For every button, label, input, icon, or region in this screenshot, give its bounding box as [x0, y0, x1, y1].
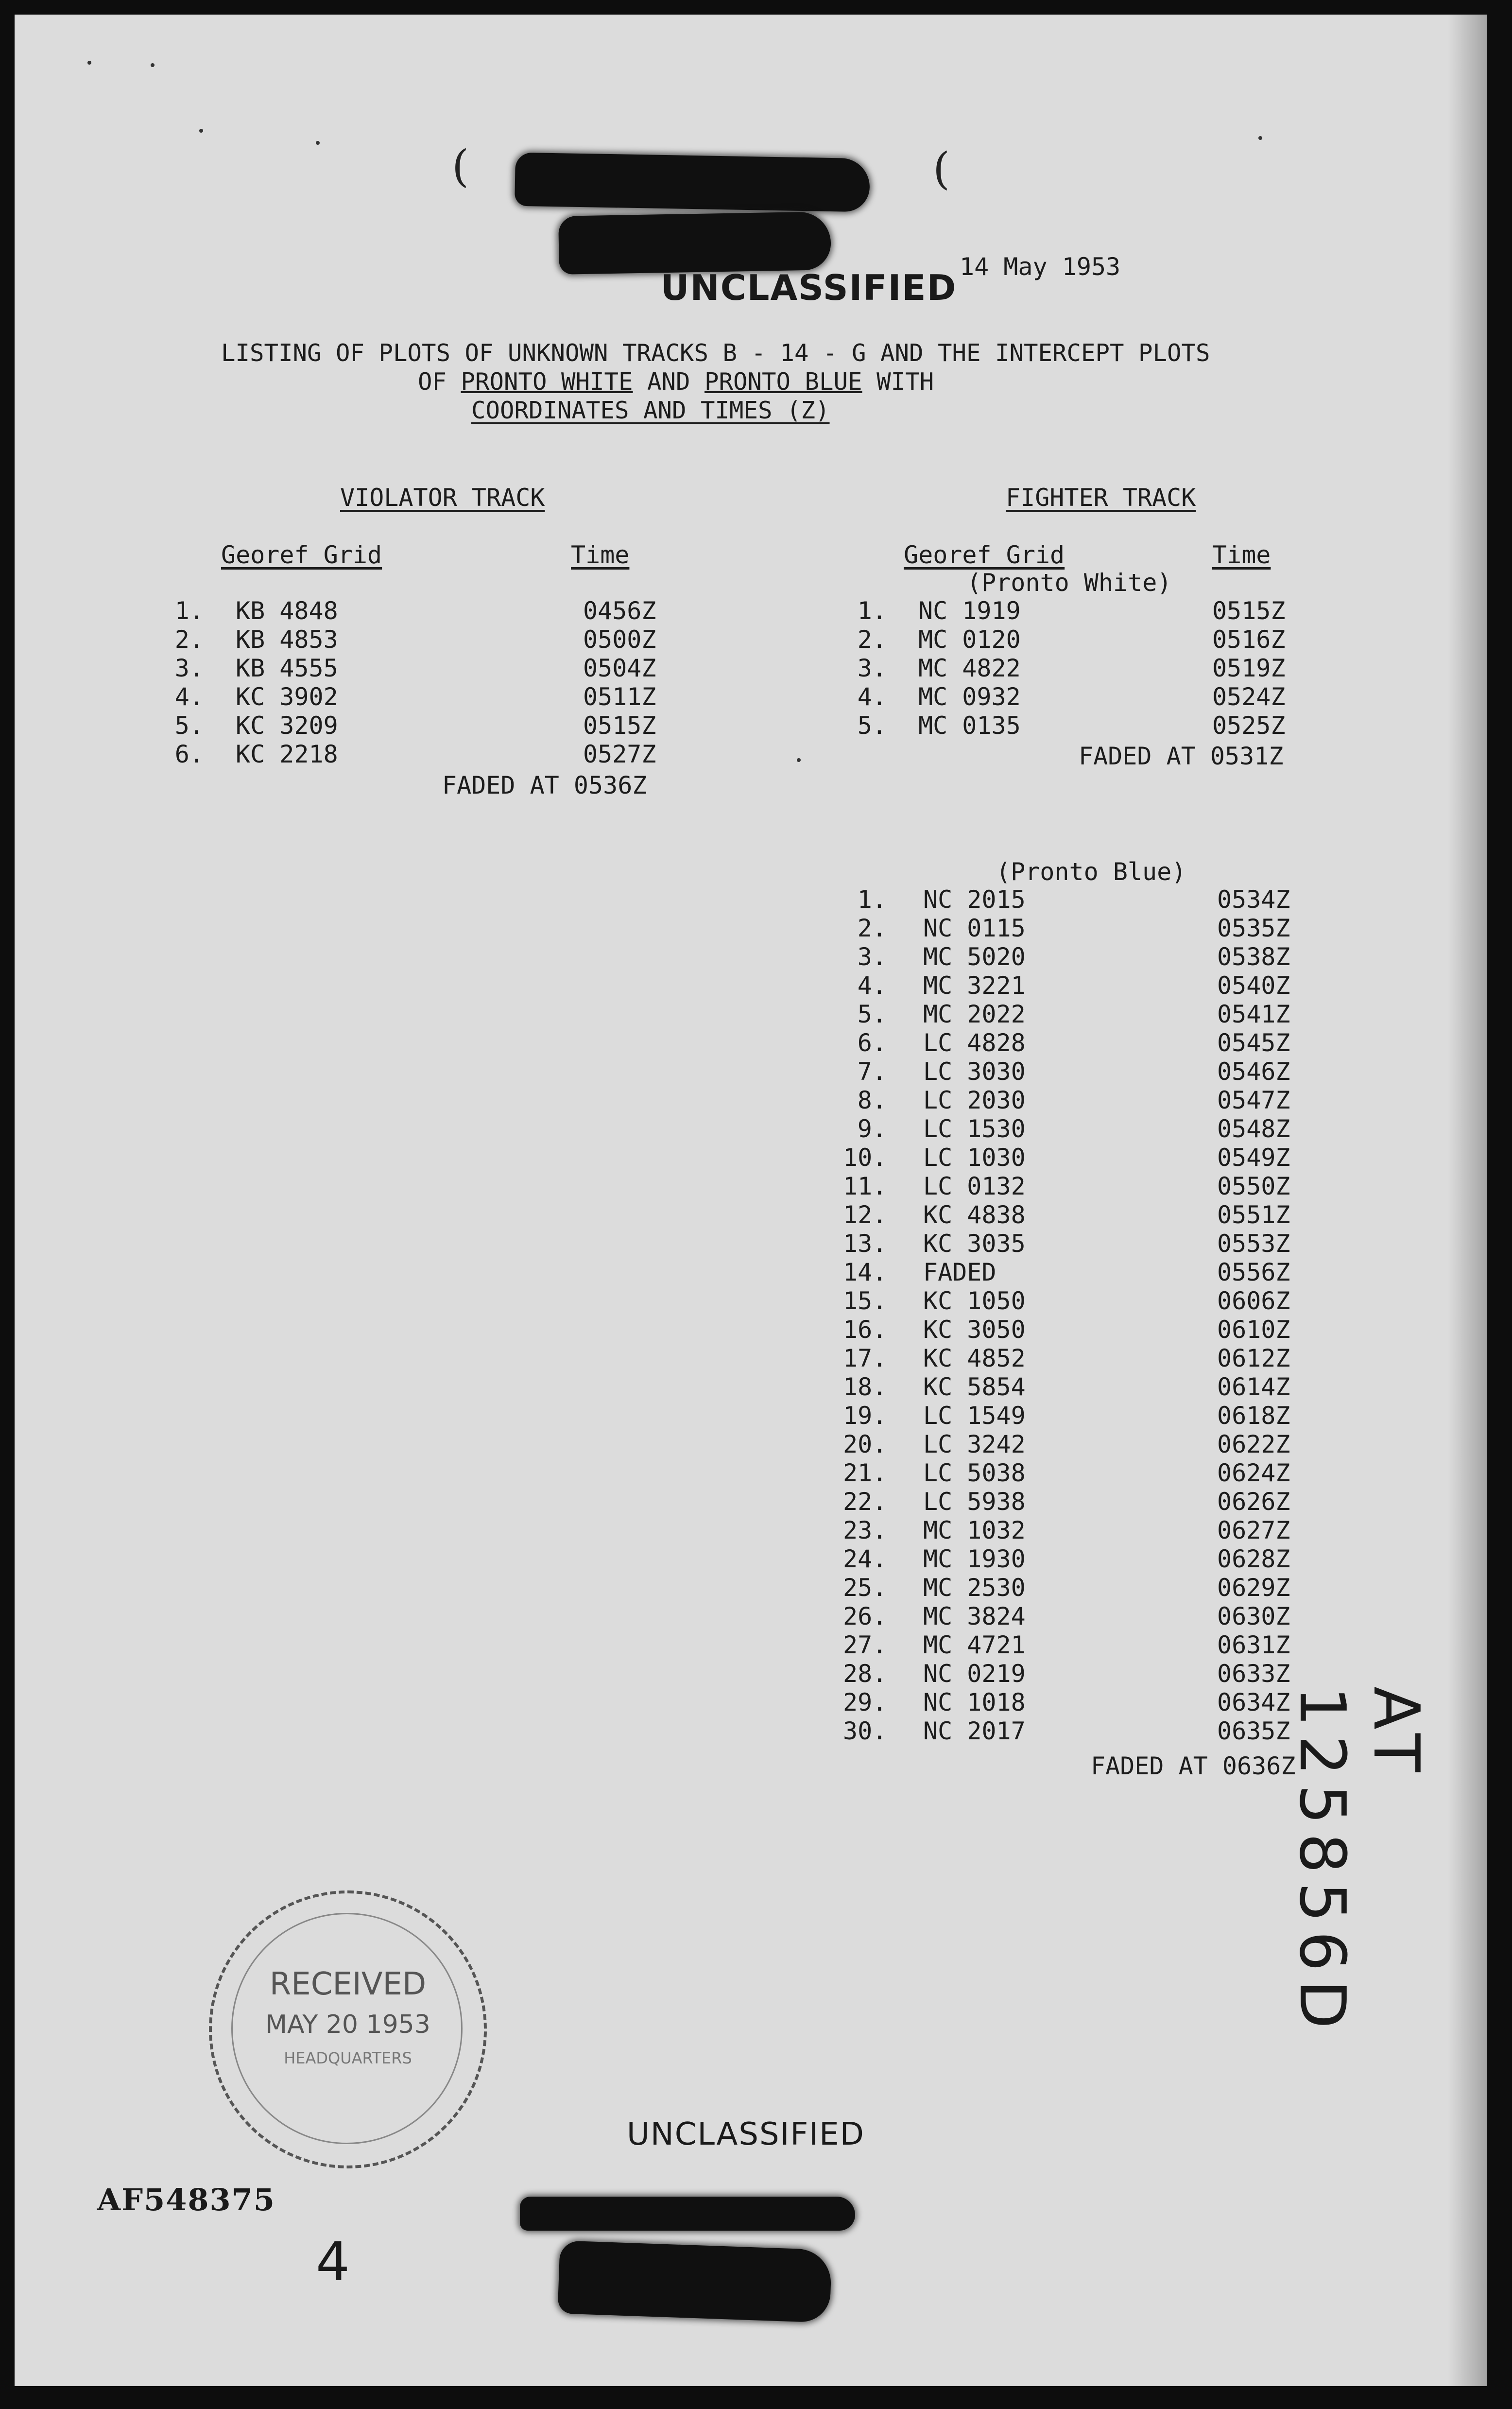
- row-number: 30.: [843, 1717, 887, 1745]
- row-number: 2.: [857, 625, 887, 654]
- redaction-bar: [558, 2240, 832, 2322]
- time-value: 0515Z: [1212, 597, 1286, 625]
- row-number: 28.: [843, 1660, 887, 1688]
- list-item: [843, 1000, 1334, 1029]
- time-value: 0549Z: [1217, 1144, 1290, 1172]
- time-value: 0628Z: [1217, 1545, 1290, 1573]
- pronto-blue-list: [843, 885, 1334, 1746]
- list-item: [843, 1144, 1334, 1172]
- row-number: 20.: [843, 1430, 887, 1458]
- time-value: 0545Z: [1217, 1029, 1290, 1057]
- title-line-3: COORDINATES AND TIMES (Z): [471, 397, 830, 424]
- left-parenthesis: (: [452, 141, 469, 192]
- georef-grid-value: LC 1030: [923, 1144, 1026, 1172]
- list-item: [843, 1287, 1334, 1316]
- fighter-col-time: Time: [1212, 541, 1271, 569]
- georef-grid-value: MC 0932: [918, 683, 1021, 711]
- georef-grid-value: LC 5038: [923, 1459, 1026, 1487]
- georef-grid-value: MC 0135: [918, 711, 1021, 740]
- georef-grid-value: NC 0219: [923, 1660, 1026, 1688]
- redaction-bar: [520, 2197, 855, 2231]
- time-value: 0535Z: [1217, 914, 1290, 942]
- right-parenthesis: (: [933, 143, 950, 194]
- time-value: 0627Z: [1217, 1516, 1290, 1544]
- row-number: 3.: [857, 654, 887, 682]
- violator-faded-note: FADED AT 0536Z: [442, 771, 647, 799]
- georef-grid-value: MC 4721: [923, 1631, 1026, 1659]
- row-number: 3.: [857, 943, 887, 971]
- georef-grid-value: MC 5020: [923, 943, 1026, 971]
- row-number: 11.: [843, 1172, 887, 1200]
- georef-grid-value: KB 4848: [236, 597, 338, 625]
- time-value: 0456Z: [583, 597, 656, 625]
- title-line-2-prefix: OF: [418, 368, 461, 396]
- row-number: 19.: [843, 1402, 887, 1430]
- georef-grid-value: NC 2015: [923, 885, 1026, 914]
- row-number: 18.: [843, 1373, 887, 1401]
- row-number: 7.: [857, 1057, 887, 1086]
- speck: [797, 758, 801, 762]
- speck: [316, 141, 320, 145]
- georef-grid-value: MC 2022: [923, 1000, 1026, 1028]
- list-item: [843, 1574, 1334, 1602]
- violator-track-list: [160, 597, 695, 769]
- georef-grid-value: LC 2030: [923, 1086, 1026, 1114]
- georef-grid-value: KC 3035: [923, 1230, 1026, 1258]
- time-value: 0541Z: [1217, 1000, 1290, 1028]
- time-value: 0610Z: [1217, 1316, 1290, 1344]
- speck: [151, 63, 155, 67]
- list-item: [160, 597, 695, 625]
- row-number: 4.: [174, 683, 204, 711]
- list-item: [843, 1029, 1334, 1057]
- row-number: 5.: [857, 1000, 887, 1028]
- row-number: 6.: [857, 1029, 887, 1057]
- handwritten-side-annotation: AT 125856D: [1286, 1686, 1433, 2038]
- georef-grid-value: LC 4828: [923, 1029, 1026, 1057]
- title-line-2-mid: AND: [633, 368, 705, 396]
- row-number: 26.: [843, 1602, 887, 1630]
- time-value: 0550Z: [1217, 1172, 1290, 1200]
- list-item: [843, 1172, 1334, 1201]
- list-item: [843, 1344, 1334, 1373]
- list-item: [843, 1602, 1334, 1631]
- row-number: 29.: [843, 1688, 887, 1716]
- row-number: 5.: [174, 711, 204, 740]
- time-value: 0553Z: [1217, 1230, 1290, 1258]
- time-value: 0629Z: [1217, 1574, 1290, 1602]
- georef-grid-value: NC 1919: [918, 597, 1021, 625]
- list-item: [843, 1230, 1334, 1258]
- list-item: [843, 1688, 1334, 1717]
- row-number: 2.: [857, 914, 887, 942]
- georef-grid-value: LC 5938: [923, 1488, 1026, 1516]
- georef-grid-value: KC 4852: [923, 1344, 1026, 1372]
- georef-grid-value: MC 3824: [923, 1602, 1026, 1630]
- list-item: [843, 1201, 1334, 1230]
- fighter-col-grid: Georef Grid: [904, 541, 1065, 569]
- row-number: 3.: [174, 654, 204, 682]
- list-item: [843, 1086, 1334, 1115]
- georef-grid-value: LC 1549: [923, 1402, 1026, 1430]
- georef-grid-value: MC 3221: [923, 971, 1026, 1000]
- row-number: 12.: [843, 1201, 887, 1229]
- title-line-1: LISTING OF PLOTS OF UNKNOWN TRACKS B - 14 - G AND THE INTERCEPT PLOTS: [221, 339, 1210, 367]
- time-value: 0556Z: [1217, 1258, 1290, 1286]
- georef-grid-value: KC 3209: [236, 711, 338, 740]
- time-value: 0622Z: [1217, 1430, 1290, 1458]
- georef-grid-value: KB 4555: [236, 654, 338, 682]
- row-number: 24.: [843, 1545, 887, 1573]
- time-value: 0626Z: [1217, 1488, 1290, 1516]
- time-value: 0630Z: [1217, 1602, 1290, 1630]
- time-value: 0618Z: [1217, 1402, 1290, 1430]
- row-number: 17.: [843, 1344, 887, 1372]
- row-number: 10.: [843, 1144, 887, 1172]
- time-value: 0524Z: [1212, 683, 1286, 711]
- received-stamp: [209, 1890, 487, 2168]
- received-stamp-text: RECEIVED: [269, 1966, 427, 2002]
- fighter-track-heading: FIGHTER TRACK: [1006, 484, 1196, 512]
- time-value: 0546Z: [1217, 1057, 1290, 1086]
- classification-stamp-bottom: UNCLASSIFIED: [627, 2116, 865, 2152]
- violator-track-heading: VIOLATOR TRACK: [340, 484, 545, 512]
- list-item: [843, 1373, 1334, 1402]
- list-item: [160, 654, 695, 683]
- time-value: 0534Z: [1217, 885, 1290, 914]
- georef-grid-value: KC 5854: [923, 1373, 1026, 1401]
- georef-grid-value: KC 2218: [236, 740, 338, 768]
- row-number: 27.: [843, 1631, 887, 1659]
- time-value: 0633Z: [1217, 1660, 1290, 1688]
- list-item: [160, 711, 695, 740]
- redaction-bar: [558, 211, 831, 275]
- georef-grid-value: NC 2017: [923, 1717, 1026, 1745]
- pronto-blue-subheading: (Pronto Blue): [996, 858, 1186, 886]
- list-item: [843, 1115, 1334, 1144]
- list-item: [843, 1316, 1334, 1344]
- handwritten-page-number: 4: [316, 2231, 359, 2293]
- list-item: [843, 1717, 1334, 1746]
- document-date: 14 May 1953: [960, 253, 1121, 281]
- violator-col-time: Time: [571, 541, 630, 569]
- list-item: [843, 914, 1334, 943]
- georef-grid-value: MC 1930: [923, 1545, 1026, 1573]
- time-value: 0516Z: [1212, 625, 1286, 654]
- georef-grid-value: NC 0115: [923, 914, 1026, 942]
- document-number: AF548375: [97, 2182, 275, 2218]
- georef-grid-value: KC 3902: [236, 683, 338, 711]
- time-value: 0525Z: [1212, 711, 1286, 740]
- georef-grid-value: KB 4853: [236, 625, 338, 654]
- pronto-white-list: [843, 597, 1329, 740]
- list-item: [843, 597, 1329, 625]
- page-edge-shadow: [1448, 15, 1487, 2386]
- time-value: 0606Z: [1217, 1287, 1290, 1315]
- georef-grid-value: NC 1018: [923, 1688, 1026, 1716]
- georef-grid-value: MC 1032: [923, 1516, 1026, 1544]
- list-item: [843, 1459, 1334, 1488]
- time-value: 0634Z: [1217, 1688, 1290, 1716]
- time-value: 0614Z: [1217, 1373, 1290, 1401]
- list-item: [160, 625, 695, 654]
- speck: [87, 61, 91, 65]
- time-value: 0631Z: [1217, 1631, 1290, 1659]
- time-value: 0538Z: [1217, 943, 1290, 971]
- row-number: 16.: [843, 1316, 887, 1344]
- list-item: [843, 1057, 1334, 1086]
- time-value: 0624Z: [1217, 1459, 1290, 1487]
- pronto-blue-label: PRONTO BLUE: [704, 368, 862, 396]
- violator-col-grid: Georef Grid: [221, 541, 382, 569]
- row-number: 13.: [843, 1230, 887, 1258]
- list-item: [843, 971, 1334, 1000]
- list-item: [843, 1258, 1334, 1287]
- time-value: 0635Z: [1217, 1717, 1290, 1745]
- georef-grid-value: MC 4822: [918, 654, 1021, 682]
- speck: [199, 129, 203, 133]
- received-stamp-bottom: HEADQUARTERS: [284, 2049, 412, 2067]
- georef-grid-value: LC 3242: [923, 1430, 1026, 1458]
- list-item: [843, 711, 1329, 740]
- time-value: 0500Z: [583, 625, 656, 654]
- row-number: 25.: [843, 1574, 887, 1602]
- row-number: 9.: [857, 1115, 887, 1143]
- georef-grid-value: MC 0120: [918, 625, 1021, 654]
- time-value: 0519Z: [1212, 654, 1286, 682]
- row-number: 4.: [857, 683, 887, 711]
- list-item: [843, 683, 1329, 711]
- redaction-bar: [515, 153, 870, 212]
- georef-grid-value: LC 3030: [923, 1057, 1026, 1086]
- pronto-white-faded-note: FADED AT 0531Z: [1079, 742, 1284, 770]
- row-number: 5.: [857, 711, 887, 740]
- title-line-2: [418, 368, 934, 396]
- list-item: [843, 1660, 1334, 1688]
- georef-grid-value: FADED: [923, 1258, 997, 1286]
- georef-grid-value: KC 4838: [923, 1201, 1026, 1229]
- time-value: 0612Z: [1217, 1344, 1290, 1372]
- time-value: 0511Z: [583, 683, 656, 711]
- row-number: 1.: [857, 597, 887, 625]
- time-value: 0548Z: [1217, 1115, 1290, 1143]
- row-number: 14.: [843, 1258, 887, 1286]
- list-item: [843, 885, 1334, 914]
- georef-grid-value: LC 1530: [923, 1115, 1026, 1143]
- row-number: 22.: [843, 1488, 887, 1516]
- pronto-blue-faded-note: FADED AT 0636Z: [1091, 1752, 1296, 1780]
- row-number: 4.: [857, 971, 887, 1000]
- pronto-white-label: PRONTO WHITE: [461, 368, 633, 396]
- document-page: [15, 15, 1487, 2386]
- row-number: 1.: [857, 885, 887, 914]
- speck: [1258, 136, 1262, 140]
- list-item: [843, 943, 1334, 971]
- row-number: 1.: [174, 597, 204, 625]
- time-value: 0504Z: [583, 654, 656, 682]
- time-value: 0551Z: [1217, 1201, 1290, 1229]
- classification-stamp-top: UNCLASSIFIED: [661, 267, 957, 308]
- list-item: [843, 625, 1329, 654]
- list-item: [843, 1631, 1334, 1660]
- row-number: 15.: [843, 1287, 887, 1315]
- list-item: [843, 1545, 1334, 1574]
- list-item: [843, 654, 1329, 683]
- list-item: [843, 1402, 1334, 1430]
- list-item: [843, 1488, 1334, 1516]
- georef-grid-value: KC 1050: [923, 1287, 1026, 1315]
- georef-grid-value: KC 3050: [923, 1316, 1026, 1344]
- row-number: 2.: [174, 625, 204, 654]
- list-item: [160, 683, 695, 711]
- pronto-white-subheading: (Pronto White): [967, 569, 1172, 597]
- list-item: [843, 1430, 1334, 1459]
- list-item: [160, 740, 695, 769]
- time-value: 0515Z: [583, 711, 656, 740]
- time-value: 0540Z: [1217, 971, 1290, 1000]
- time-value: 0547Z: [1217, 1086, 1290, 1114]
- title-line-2-suffix: WITH: [862, 368, 934, 396]
- georef-grid-value: MC 2530: [923, 1574, 1026, 1602]
- row-number: 21.: [843, 1459, 887, 1487]
- time-value: 0527Z: [583, 740, 656, 768]
- row-number: 8.: [857, 1086, 887, 1114]
- georef-grid-value: LC 0132: [923, 1172, 1026, 1200]
- received-stamp-date: MAY 20 1953: [265, 2010, 430, 2039]
- row-number: 23.: [843, 1516, 887, 1544]
- list-item: [843, 1516, 1334, 1545]
- row-number: 6.: [174, 740, 204, 768]
